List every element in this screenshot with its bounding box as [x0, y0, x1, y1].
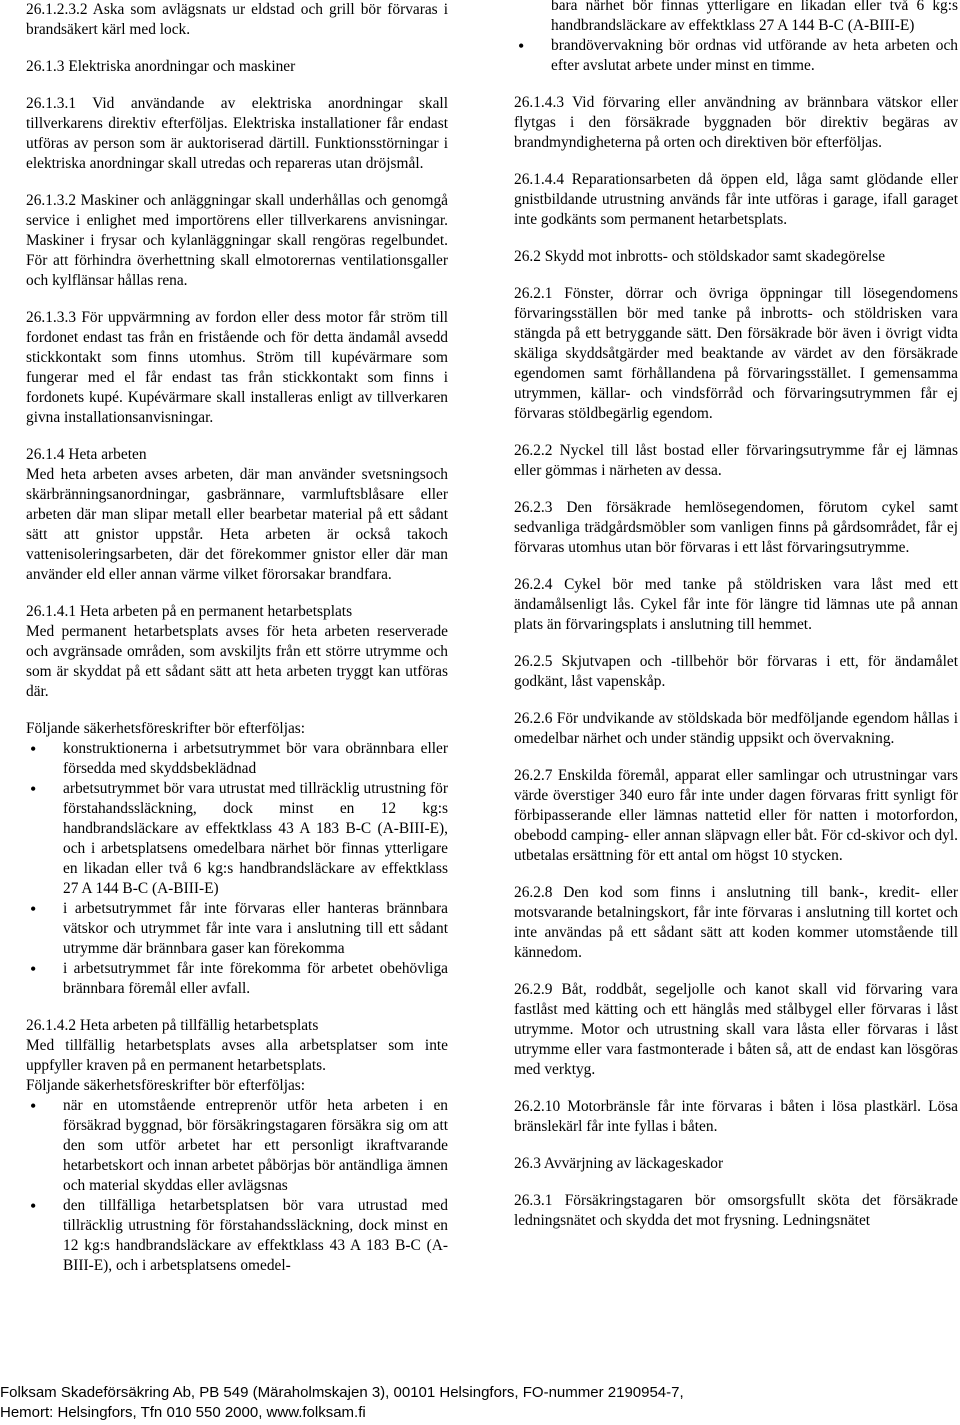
section-heading: 26.1.4.2 Heta arbeten på tillfällig hetarbetsplats [26, 1017, 319, 1034]
paragraph [514, 1097, 958, 1137]
left-column [26, 0, 448, 1293]
list-item: • i arbetsutrymmet får inte förvaras eller hanteras brännbara vätskor och utrymmet får inte vara i anslutning till ett sådant utrymme där brännbara gaser kan förekomma [26, 899, 448, 959]
paragraph-text: 26.2.3 Den försäkrade hemlösegendomen, förutom cykel samt sedvanliga trädgårdsmöbler som vanligen finns på gårdsområdet, får ej förvaras utomhus utan bör förvaras i ett låst förvaringsutrymme. [514, 499, 958, 556]
bullet-list [514, 0, 958, 76]
paragraph-text: 26.2.2 Nyckel till låst bostad eller förvaringsutrymme får ej lämnas eller gömmas i närheten av dessa. [514, 442, 958, 479]
paragraph-text: 26.2.7 Enskilda föremål, apparat eller samlingar och utrustningar vars värde överstiger 340 euro får inte under dagen förvaras fritt synligt för förbipasserande eller lämnas nattetid eller för natten i motorfordon, obebodd camping- eller annan släpvagn eller båt. För cd-skivor och dyl. utbetalas ersättning för ett antal om högst 10 stycken. [514, 767, 958, 864]
paragraph [26, 57, 448, 77]
paragraph [514, 709, 958, 749]
paragraph-text: Följande säkerhetsföreskrifter bör efterföljas: [26, 720, 306, 737]
paragraph [514, 93, 958, 153]
paragraph-text: Med heta arbeten avses arbeten, där man använder svetsningsoch skärbränningsanordningar, gasbrännare, varmluftsblåsare eller arbeten där man slipar metall eller bearbetar material på ett sådant sätt att gnistor uppstår. Heta arbeten är också takoch vattenisoleringsarbeten, där det förekommer gnistor eller där man använder eld eller annan värme vilket förorsakar brandfara. [26, 466, 448, 583]
paragraph [514, 441, 958, 481]
bullet-list [26, 739, 448, 999]
paragraph [514, 575, 958, 635]
bullet-list [26, 1096, 448, 1276]
paragraph-text: 26.2.10 Motorbränsle får inte förvaras i båten i lösa plastkärl. Lösa bränslekärl får inte fyllas i båten. [514, 1098, 958, 1135]
paragraph [514, 247, 958, 267]
page-footer [0, 1383, 960, 1423]
paragraph-text: 26.2.8 Den kod som finns i anslutning till bank-, kredit- eller motsvarande betalningskort, får inte förvaras i anslutning till kortet och inte användas på ett sådant sätt att koden kommer utomstående till kännedom. [514, 884, 958, 961]
paragraph [514, 766, 958, 866]
paragraph [514, 883, 958, 963]
list-item: • arbetsutrymmet bör vara utrustat med tillräcklig utrustning för förstahandssläckning, dock minst en 12 kg:s handbrandsläckare av effektklass 43 A 183 B-C (A-BIII-E), och i arbetsplatsens omedelbara närhet bör finnas ytterligare en likadan eller två 6 kg:s handbrandsläckare av effektklass 27 A 144 B-C (A-BIII-E) [26, 779, 448, 899]
paragraph-text: 26.1.3.3 För uppvärmning av fordon eller dess motor får ström till fordonet endast tas från en fristående och för detta ändamål avsedd stickkontakt som finns utomhus. Ström till kupévärmare som fungerar med el får endast tas från stickkontakt som finns i fordonets kupé. Kupévärmare skall installeras enligt av tillverkaren givna installationsanvisningar. [26, 309, 448, 426]
paragraph [514, 284, 958, 424]
section-heading: 26.1.4 Heta arbeten [26, 446, 147, 463]
paragraph [26, 1016, 448, 1076]
paragraph [514, 1191, 958, 1231]
list-item: bara närhet bör finnas ytterligare en likadan eller två 6 kg:s handbrandsläckare av effektklass 27 A 144 B-C (A-BIII-E) [551, 0, 958, 34]
paragraph [26, 1076, 448, 1096]
paragraph [26, 308, 448, 428]
paragraph [514, 1154, 958, 1174]
list-item: • brandövervakning bör ordnas vid utförande av heta arbeten och efter avslutat arbete under minst en timme. [514, 36, 958, 76]
paragraph-text: 26.1.2.3.2 Aska som avlägsnats ur eldstad och grill bör förvaras i brandsäkert kärl med lock. [26, 1, 448, 38]
paragraph-text: 26.2.9 Båt, roddbåt, segeljolle och kanot skall vid förvaring vara fastlåst med kätting och ett hänglås med stålbygel eller förvaras i låst utrymme. Motor och utrustning skall vara låsta eller förvaras i låst utrymme eller vara fastmonterade i båten så, att de endast kan lösgöras med verktyg. [514, 981, 958, 1078]
paragraph [514, 498, 958, 558]
footer-line-1: Folksam Skadeförsäkring Ab, PB 549 (Märaholmskajen 3), 00101 Helsingfors, FO-nummer 2190954-7, [0, 1384, 684, 1401]
paragraph-text: 26.2.1 Fönster, dörrar och övriga öppningar till lösegendomens förvaringsställen bör med tanke på inbrotts- och stöldrisken vara stängda på ett betryggande sätt. Den försäkrade bör även i övrigt vidta skäliga skyddsåtgärder med beaktande av värdet av den försäkrade egendomen samt förhållandena på förvaringsstället. I gemensamma utrymmen, källar- och vindsförråd och förvaringsutrymmen får ej förvaras stöldbegärlig egendom. [514, 285, 958, 422]
paragraph-text: 26.1.4.3 Vid förvaring eller användning av brännbara vätskor eller flytgas i den försäkrade byggnaden bör direktiv begäras av brandmyndigheterna på orten och direktiven bör efterföljas. [514, 94, 958, 151]
paragraph-text: 26.2 Skydd mot inbrotts- och stöldskador samt skadegörelse [514, 248, 886, 265]
paragraph [26, 0, 448, 40]
paragraph-text: 26.2.4 Cykel bör med tanke på stöldrisken vara låst med ett ändamålsenligt lås. Cykel får inte för längre tid lämnas ute på annan plats än förvaringsplats i anslutning till hemmet. [514, 576, 958, 633]
paragraph [514, 980, 958, 1080]
paragraph [514, 170, 958, 230]
paragraph-text: Följande säkerhetsföreskrifter bör efterföljas: [26, 1077, 306, 1094]
paragraph-text: 26.2.6 För undvikande av stöldskada bör medföljande egendom hållas i omedelbar närhet och under ständig uppsikt och övervakning. [514, 710, 958, 747]
paragraph [514, 652, 958, 692]
list-item: • den tillfälliga hetarbetsplatsen bör vara utrustad med tillräcklig utrustning för förstahandssläckning, dock minst en 12 kg:s handbrandsläckare av effektklass 43 A 183 B-C (A-BIII-E), och i arbetsplatsens omedel- [26, 1196, 448, 1276]
paragraph-text: 26.2.5 Skjutvapen och -tillbehör bör förvaras i ett, för ändamålet godkänt, låst vapenskåp. [514, 653, 958, 690]
paragraph-text: 26.1.3 Elektriska anordningar och maskiner [26, 58, 296, 75]
paragraph-text: 26.1.4.4 Reparationsarbeten då öppen eld, låga samt glödande eller gnistbildande utrustning används får inte utföras i garage, ifall garaget inte godkänts som permanent hetarbetsplats. [514, 171, 958, 228]
footer-line-2: Hemort: Helsingfors, Tfn 010 550 2000, www.folksam.fi [0, 1404, 366, 1421]
right-column [514, 0, 958, 1248]
paragraph-text: 26.1.3.2 Maskiner och anläggningar skall underhållas och genomgå service i enlighet med importörens eller tillverkarens anvisningar. Maskiner i frysar och kylanläggningar skall rengöras regelbundet. För att förhindra överhettning skall elmotorernas ventilationsgaller och kylflänsar hållas rena. [26, 192, 448, 289]
paragraph-text: Med permanent hetarbetsplats avses för heta arbeten reserverade och avgränsade områden, som avskiljts från ett större utrymme och som är skyddat på ett sådant sätt att heta arbeten tryggt kan utföras där. [26, 623, 448, 700]
paragraph [26, 94, 448, 174]
list-item: • i arbetsutrymmet får inte förekomma för arbetet obehövliga brännbara föremål eller avfall. [26, 959, 448, 999]
paragraph [26, 602, 448, 702]
list-item: • konstruktionerna i arbetsutrymmet bör vara obrännbara eller försedda med skyddsbeklädnad [26, 739, 448, 779]
section-heading: 26.1.4.1 Heta arbeten på en permanent hetarbetsplats [26, 603, 353, 620]
paragraph [26, 445, 448, 585]
paragraph-text: 26.3.1 Försäkringstagaren bör omsorgsfullt sköta det försäkrade ledningsnätet och skydda det mot frysning. Ledningsnätet [514, 1192, 958, 1229]
paragraph-text: Med tillfällig hetarbetsplats avses alla arbetsplatser som inte uppfyller kraven på en permanent hetarbetsplats. [26, 1037, 448, 1074]
paragraph [26, 191, 448, 291]
paragraph-text: 26.1.3.1 Vid användande av elektriska anordningar skall tillverkarens direktiv efterföljas. Elektriska installationer får endast utföras av person som är auktoriserad därtill. Funktionsstörningar i elektriska anordningar skall utredas och repareras utan dröjsmål. [26, 95, 448, 172]
paragraph [26, 719, 448, 739]
list-item: • när en utomstående entreprenör utför heta arbeten i en försäkrad byggnad, bör försäkringstagaren försäkra sig om att den som utför arbetet har ett personligt ikraftvarande hetarbetskort och innan arbetet påbörjas bör antändliga ämnen och material skyddas eller avlägsnas [26, 1096, 448, 1196]
paragraph-text: 26.3 Avvärjning av läckageskador [514, 1155, 724, 1172]
